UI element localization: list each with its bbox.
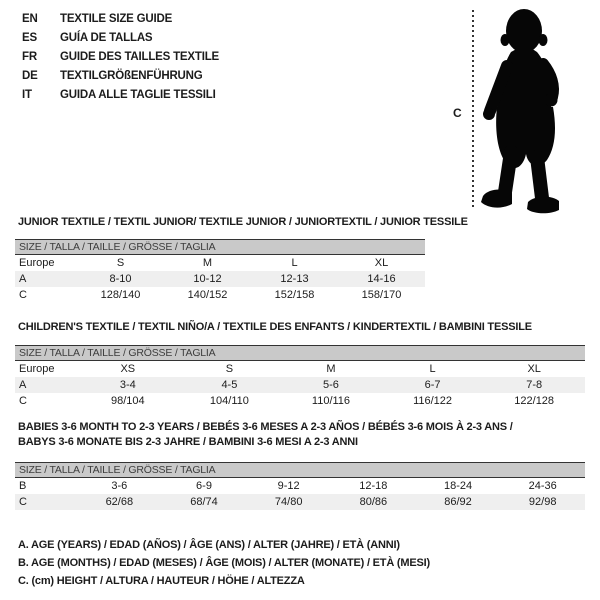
junior-height-xl: 158/170 bbox=[361, 289, 402, 301]
junior-height-l: 152/158 bbox=[274, 289, 315, 301]
children-col-xl: XL bbox=[527, 363, 541, 375]
children-col-m: M bbox=[326, 363, 336, 375]
babies-row-months-label: B bbox=[19, 480, 27, 492]
children-size-header-bar: SIZE / TALLA / TAILLE / GRÖSSE / TAGLIA bbox=[15, 345, 585, 361]
babies-months-2: 6-9 bbox=[196, 480, 212, 492]
children-col-s: S bbox=[225, 363, 234, 375]
babies-height-4: 80/86 bbox=[359, 496, 388, 508]
children-row-age bbox=[15, 377, 585, 393]
junior-row-age-label: A bbox=[19, 273, 27, 285]
babies-height-1: 62/68 bbox=[105, 496, 134, 508]
junior-size-table bbox=[15, 239, 425, 303]
lang-row-de bbox=[22, 66, 219, 85]
lang-row-en bbox=[22, 9, 219, 28]
children-row-height-label: C bbox=[19, 395, 27, 407]
junior-age-l: 12-13 bbox=[280, 273, 309, 285]
junior-columns-row bbox=[15, 255, 425, 271]
lang-title-es: GUÍA DE TALLAS bbox=[60, 31, 153, 44]
children-section-title: CHILDREN'S TEXTILE / TEXTIL NIÑO/A / TEXTILE DES ENFANTS / KINDERTEXTIL / BAMBINI TESSILE bbox=[18, 321, 532, 333]
babies-height-5: 86/92 bbox=[444, 496, 472, 508]
babies-row-height-label: C bbox=[19, 496, 27, 508]
children-col-xs: XS bbox=[120, 363, 136, 375]
legend-line-b: B. AGE (MONTHS) / EDAD (MESES) / ÂGE (MOIS) / ALTER (MONATE) / ETÀ (MESI) bbox=[18, 557, 430, 569]
lang-title-en: TEXTILE SIZE GUIDE bbox=[60, 12, 173, 25]
babies-table-rows bbox=[15, 478, 585, 510]
legend bbox=[18, 536, 430, 590]
children-age-l: 6-7 bbox=[424, 379, 441, 391]
junior-col-region: Europe bbox=[19, 257, 55, 269]
lang-title-de: TEXTILGRÖßENFÜHRUNG bbox=[60, 69, 203, 82]
children-height-l: 116/122 bbox=[413, 395, 453, 407]
babies-months-6: 24-36 bbox=[528, 480, 557, 492]
junior-age-xl: 14-16 bbox=[367, 273, 396, 285]
children-age-s: 4-5 bbox=[221, 379, 238, 391]
lang-code-fr: FR bbox=[22, 50, 37, 63]
legend-line-c: C. (cm) HEIGHT / ALTURA / HAUTEUR / HÖHE / ALTEZZA bbox=[18, 575, 305, 587]
babies-months-1: 3-6 bbox=[111, 480, 128, 492]
babies-height-6: 92/98 bbox=[528, 496, 557, 508]
children-height-m: 110/116 bbox=[311, 395, 351, 407]
babies-title-line2: BABYS 3-6 MONATE BIS 2-3 JAHRE / BAMBINI 3-6 MESI A 2-3 ANNI bbox=[18, 436, 358, 448]
junior-col-m: M bbox=[202, 257, 213, 269]
babies-title-line1: BABIES 3-6 MONTH TO 2-3 YEARS / BEBÉS 3-6 MESES A 2-3 AÑOS / BÉBÉS 3-6 MOIS À 2-3 ANS / bbox=[18, 421, 513, 433]
junior-col-l: L bbox=[291, 257, 298, 269]
lang-row-es bbox=[22, 28, 219, 47]
language-title-list bbox=[22, 9, 219, 104]
lang-title-it: GUIDA ALLE TAGLIE TESSILI bbox=[60, 88, 216, 101]
children-age-xs: 3-4 bbox=[119, 379, 136, 391]
babies-size-table bbox=[15, 462, 585, 510]
figure-height-label: C bbox=[453, 106, 462, 120]
children-columns-row bbox=[15, 361, 585, 377]
lang-code-es: ES bbox=[22, 31, 37, 44]
children-height-xs: 98/104 bbox=[110, 395, 145, 407]
babies-section-title bbox=[18, 420, 593, 450]
junior-section-title: JUNIOR TEXTILE / TEXTIL JUNIOR/ TEXTILE JUNIOR / JUNIORTEXTIL / JUNIOR TESSILE bbox=[18, 216, 468, 228]
children-row-height bbox=[15, 393, 585, 409]
junior-size-header-bar: SIZE / TALLA / TAILLE / GRÖSSE / TAGLIA bbox=[15, 239, 425, 255]
lang-title-fr: GUIDE DES TAILLES TEXTILE bbox=[60, 50, 219, 63]
children-col-region: Europe bbox=[19, 363, 55, 375]
babies-size-header-bar: SIZE / TALLA / TAILLE / GRÖSSE / TAGLIA bbox=[15, 462, 585, 478]
baby-silhouette bbox=[467, 2, 587, 214]
lang-code-en: EN bbox=[22, 12, 38, 25]
junior-col-s: S bbox=[116, 257, 125, 269]
junior-age-m: 10-12 bbox=[193, 273, 222, 285]
babies-months-5: 18-24 bbox=[443, 480, 473, 492]
junior-height-s: 128/140 bbox=[100, 289, 141, 301]
children-height-xl: 122/128 bbox=[514, 395, 555, 407]
junior-row-height bbox=[15, 287, 425, 303]
children-age-xl: 7-8 bbox=[526, 379, 543, 391]
junior-row-height-label: C bbox=[19, 289, 27, 301]
junior-age-s: 8-10 bbox=[109, 273, 132, 285]
babies-height-2: 68/74 bbox=[190, 496, 218, 508]
babies-row-height bbox=[15, 494, 585, 510]
junior-col-xl: XL bbox=[374, 257, 389, 269]
children-size-table bbox=[15, 345, 585, 409]
babies-months-3: 9-12 bbox=[277, 480, 300, 492]
children-height-s: 104/110 bbox=[209, 395, 249, 407]
babies-height-3: 74/80 bbox=[274, 496, 303, 508]
children-col-l: L bbox=[429, 363, 436, 375]
junior-row-age bbox=[15, 271, 425, 287]
children-row-age-label: A bbox=[19, 379, 27, 391]
babies-months-4: 12-18 bbox=[359, 480, 388, 492]
lang-code-it: IT bbox=[22, 88, 32, 101]
lang-row-fr bbox=[22, 47, 219, 66]
legend-line-a: A. AGE (YEARS) / EDAD (AÑOS) / ÂGE (ANS) / ALTER (JAHRE) / ETÀ (ANNI) bbox=[18, 539, 400, 551]
junior-height-m: 140/152 bbox=[187, 289, 228, 301]
junior-table-rows bbox=[15, 255, 425, 303]
children-age-m: 5-6 bbox=[323, 379, 339, 391]
children-table-rows bbox=[15, 361, 585, 409]
babies-row-months bbox=[15, 478, 585, 494]
lang-code-de: DE bbox=[22, 69, 38, 82]
lang-row-it bbox=[22, 85, 219, 104]
